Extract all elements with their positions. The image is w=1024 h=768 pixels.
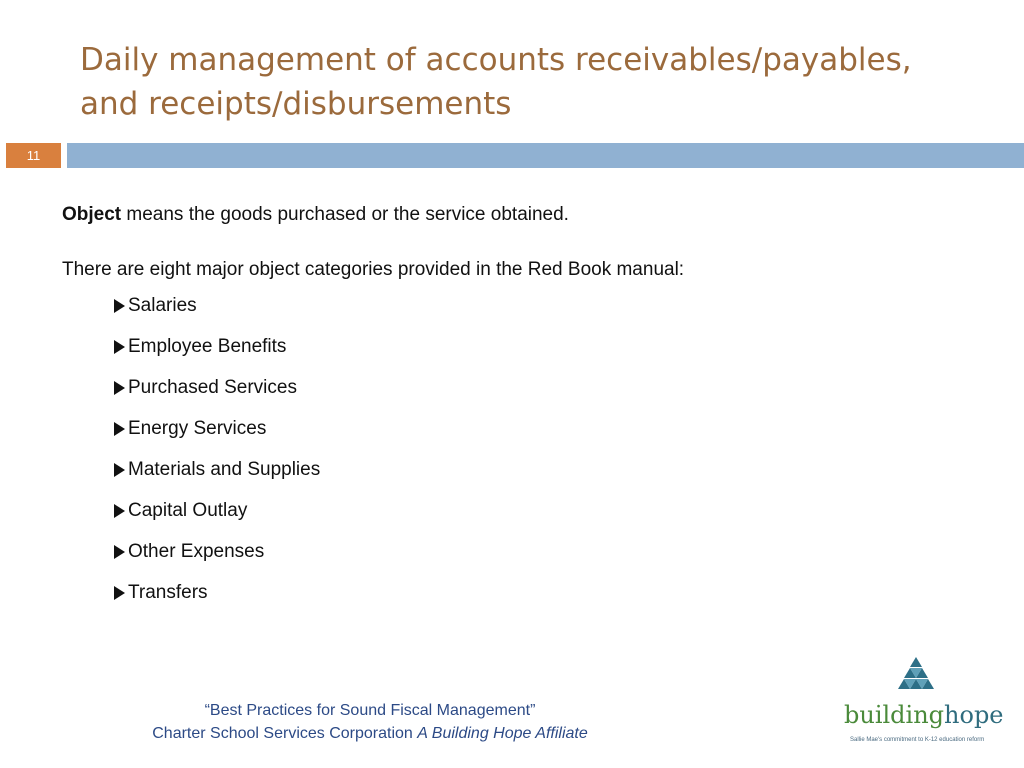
category-item-label: Employee Benefits: [128, 336, 287, 357]
footer-line-1: “Best Practices for Sound Fiscal Management”: [204, 702, 536, 719]
category-item: [114, 459, 320, 500]
category-item: [114, 295, 320, 336]
category-list: [114, 295, 320, 623]
category-item: [114, 418, 320, 459]
category-item: [114, 541, 320, 582]
footer-affiliate: A Building Hope Affiliate: [417, 725, 588, 742]
category-item-label: Capital Outlay: [128, 500, 248, 521]
header-bar: [0, 143, 1024, 168]
definition-term: Object: [62, 204, 122, 225]
category-item-label: Energy Services: [128, 418, 267, 439]
slide-title-line-1: Daily management of accounts receivables/payables,: [80, 42, 912, 78]
footer-company: Charter School Services Corporation: [152, 725, 418, 742]
category-item-label: Other Expenses: [128, 541, 265, 562]
logo-wordmark: buildinghope: [844, 701, 1004, 729]
arrow-bullet-icon: [114, 504, 125, 518]
definition-text: means the goods purchased or the service obtained.: [121, 204, 569, 225]
footer-line-2: [80, 722, 660, 745]
category-item: [114, 377, 320, 418]
slide-body: [62, 204, 962, 281]
arrow-bullet-icon: [114, 422, 125, 436]
category-item-label: Materials and Supplies: [128, 459, 321, 480]
category-item: [114, 500, 320, 541]
triangle-logo-icon: [896, 655, 936, 695]
slide-title-line-2: and receipts/disbursements: [80, 86, 512, 122]
category-item: [114, 582, 320, 623]
arrow-bullet-icon: [114, 463, 125, 477]
arrow-bullet-icon: [114, 545, 125, 559]
header-blue-bar: [67, 143, 1024, 168]
slide-title: [80, 38, 980, 126]
category-item-label: Purchased Services: [128, 377, 297, 398]
arrow-bullet-icon: [114, 586, 125, 600]
logo-tagline: Sallie Mae's commitment to K-12 education reform: [850, 737, 985, 743]
arrow-bullet-icon: [114, 340, 125, 354]
category-item: [114, 336, 320, 377]
footer: [80, 699, 660, 745]
arrow-bullet-icon: [114, 299, 125, 313]
definition-paragraph: [62, 204, 962, 226]
arrow-bullet-icon: [114, 381, 125, 395]
category-item-label: Salaries: [128, 295, 197, 316]
intro-paragraph: There are eight major object categories provided in the Red Book manual:: [62, 259, 685, 280]
category-item-label: Transfers: [128, 582, 208, 603]
slide-number: 11: [6, 143, 61, 168]
building-hope-logo: [830, 655, 1004, 750]
